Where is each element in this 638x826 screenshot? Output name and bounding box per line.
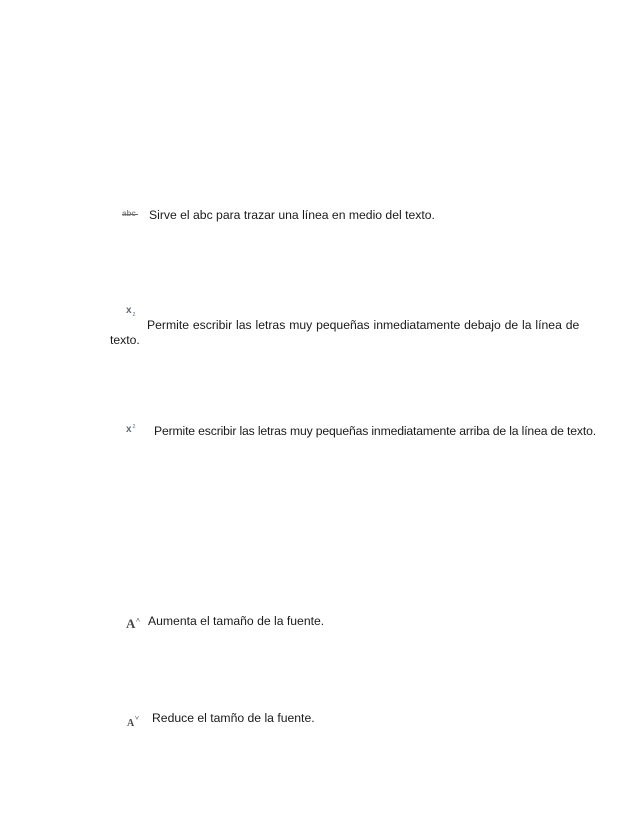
shrink-font-icon xyxy=(126,714,142,730)
strikethrough-description: Sirve el abc para trazar una línea en medio del texto. xyxy=(149,208,435,222)
grow-font-icon xyxy=(126,614,142,630)
subscript-icon xyxy=(126,306,140,318)
shrink-font-caret: ˅ xyxy=(135,714,139,722)
superscript-base: x xyxy=(126,424,132,435)
strikethrough-line xyxy=(122,214,138,215)
subscript-mark: 2 xyxy=(132,312,136,318)
strikethrough-icon xyxy=(122,209,138,219)
shrink-font-glyph: A xyxy=(127,718,135,729)
subscript-description: Permite escribir las letras muy pequeñas inmediatamente debajo de la línea de texto. xyxy=(110,318,580,347)
grow-font-caret: ˄ xyxy=(136,616,140,624)
shrink-font-description: Reduce el tamño de la fuente. xyxy=(152,711,315,725)
superscript-mark: 2 xyxy=(132,424,136,430)
superscript-description: Permite escribir las letras muy pequeñas inmediatamente arriba de la línea de texto. xyxy=(154,424,596,438)
superscript-icon xyxy=(126,425,140,437)
grow-font-glyph: A xyxy=(126,616,136,631)
grow-font-description: Aumenta el tamaño de la fuente. xyxy=(148,614,325,628)
subscript-base: x xyxy=(126,305,132,316)
